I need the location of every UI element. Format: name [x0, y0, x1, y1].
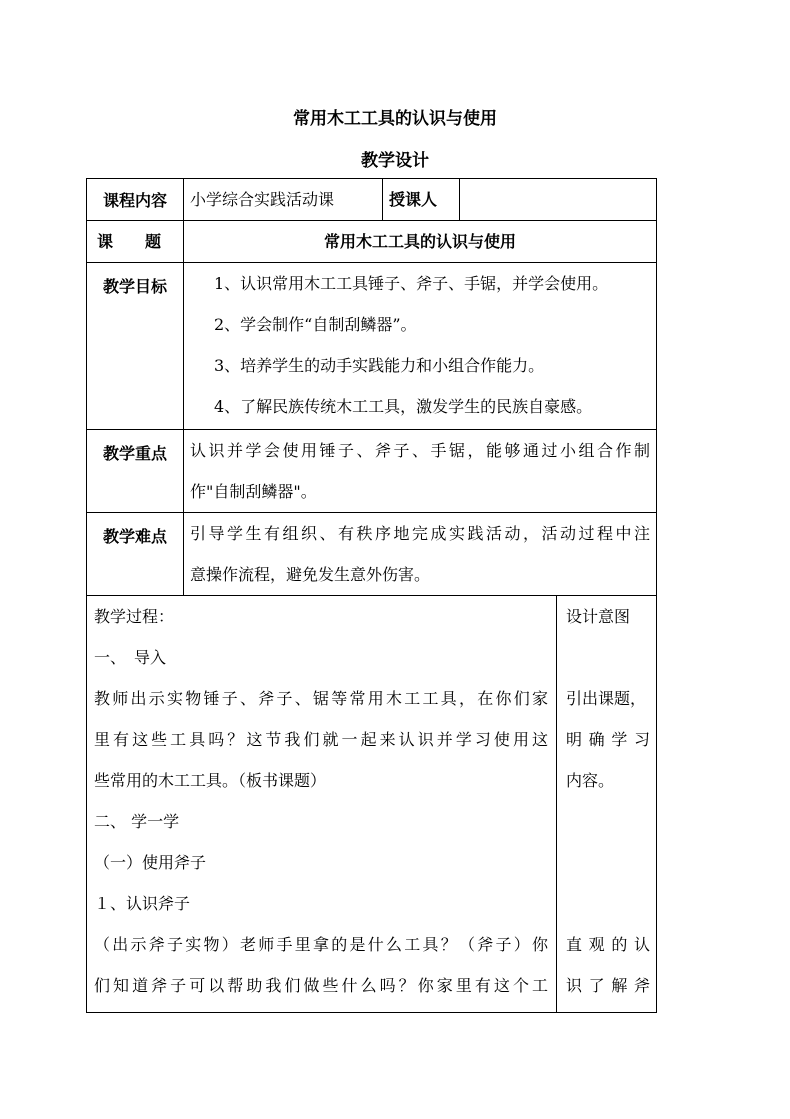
process-line: 一、 导入: [94, 648, 167, 667]
course-value: 小学综合实践活动课: [184, 179, 383, 221]
process-line: （一）使用斧子: [94, 853, 207, 872]
difficult-points-text: [184, 513, 657, 596]
process-line: 们知道斧子可以帮助我们做些什么吗？你家里有这个工: [94, 976, 548, 995]
goal-item: 3、培养学生的动手实践能力和小组合作能力。: [214, 356, 545, 375]
process-line: 教学过程：: [94, 607, 175, 626]
difficult-points-line: 引导学生有组织、有秩序地完成实践活动，活动过程中注: [190, 524, 650, 543]
key-points-line: 认识并学会使用锤子、斧子、手锯，能够通过小组合作制: [190, 441, 650, 460]
process-line: 二、 学一学: [94, 812, 180, 831]
process-line: （出示斧子实物）老师手里拿的是什么工具？（斧子）你: [94, 935, 548, 954]
goals-list: [184, 263, 657, 430]
goals-label: 教学目标: [87, 263, 184, 430]
goal-item: 1、认识常用木工工具锤子、斧子、手锯，并学会使用。: [214, 274, 609, 293]
topic-label-char-1: 课: [97, 232, 114, 251]
design-note-line: 识了解斧: [566, 976, 650, 995]
goal-item: 2、学会制作“自制刮鳞器”。: [214, 315, 417, 334]
design-note-line: 直观的认: [566, 935, 650, 954]
key-points-row: [87, 430, 657, 513]
goals-row: [87, 263, 657, 430]
lesson-plan-table: [86, 178, 657, 1013]
goal-item: 4、了解民族传统木工工具，激发学生的民族自豪感。: [214, 397, 593, 416]
topic-value: 常用木工工具的认识与使用: [184, 221, 657, 263]
process-line: １、认识斧子: [94, 894, 191, 913]
design-note-line: 内容。: [566, 771, 615, 790]
teaching-process: [87, 596, 557, 1013]
design-note-line: 引出课题，: [566, 689, 647, 708]
design-intent: [557, 596, 657, 1013]
design-note-line: 明确学习: [566, 730, 650, 749]
process-row: [87, 596, 657, 1013]
topic-label-char-2: 题: [144, 232, 161, 251]
difficult-points-line: 意操作流程，避免发生意外伤害。: [190, 565, 431, 584]
course-label: 课程内容: [87, 179, 184, 221]
topic-row: [87, 221, 657, 263]
teacher-value: [460, 179, 657, 221]
course-row: [87, 179, 657, 221]
key-points-text: [184, 430, 657, 513]
process-line: 里有这些工具吗？这节我们就一起来认识并学习使用这: [94, 730, 548, 749]
document-subtitle: 教学设计: [361, 151, 429, 171]
document-title: 常用木工工具的认识与使用: [293, 109, 497, 129]
difficult-points-row: [87, 513, 657, 596]
process-line: 教师出示实物锤子、斧子、锯等常用木工工具，在你们家: [94, 689, 548, 708]
difficult-points-label: 教学难点: [87, 513, 184, 596]
topic-label: [87, 221, 184, 263]
teacher-label: 授课人: [383, 179, 460, 221]
process-line: 些常用的木工工具。（板书课题）: [94, 771, 327, 790]
key-points-line: 作"自制刮鳞器"。: [190, 482, 317, 501]
design-intent-header: 设计意图: [566, 607, 631, 626]
key-points-label: 教学重点: [87, 430, 184, 513]
